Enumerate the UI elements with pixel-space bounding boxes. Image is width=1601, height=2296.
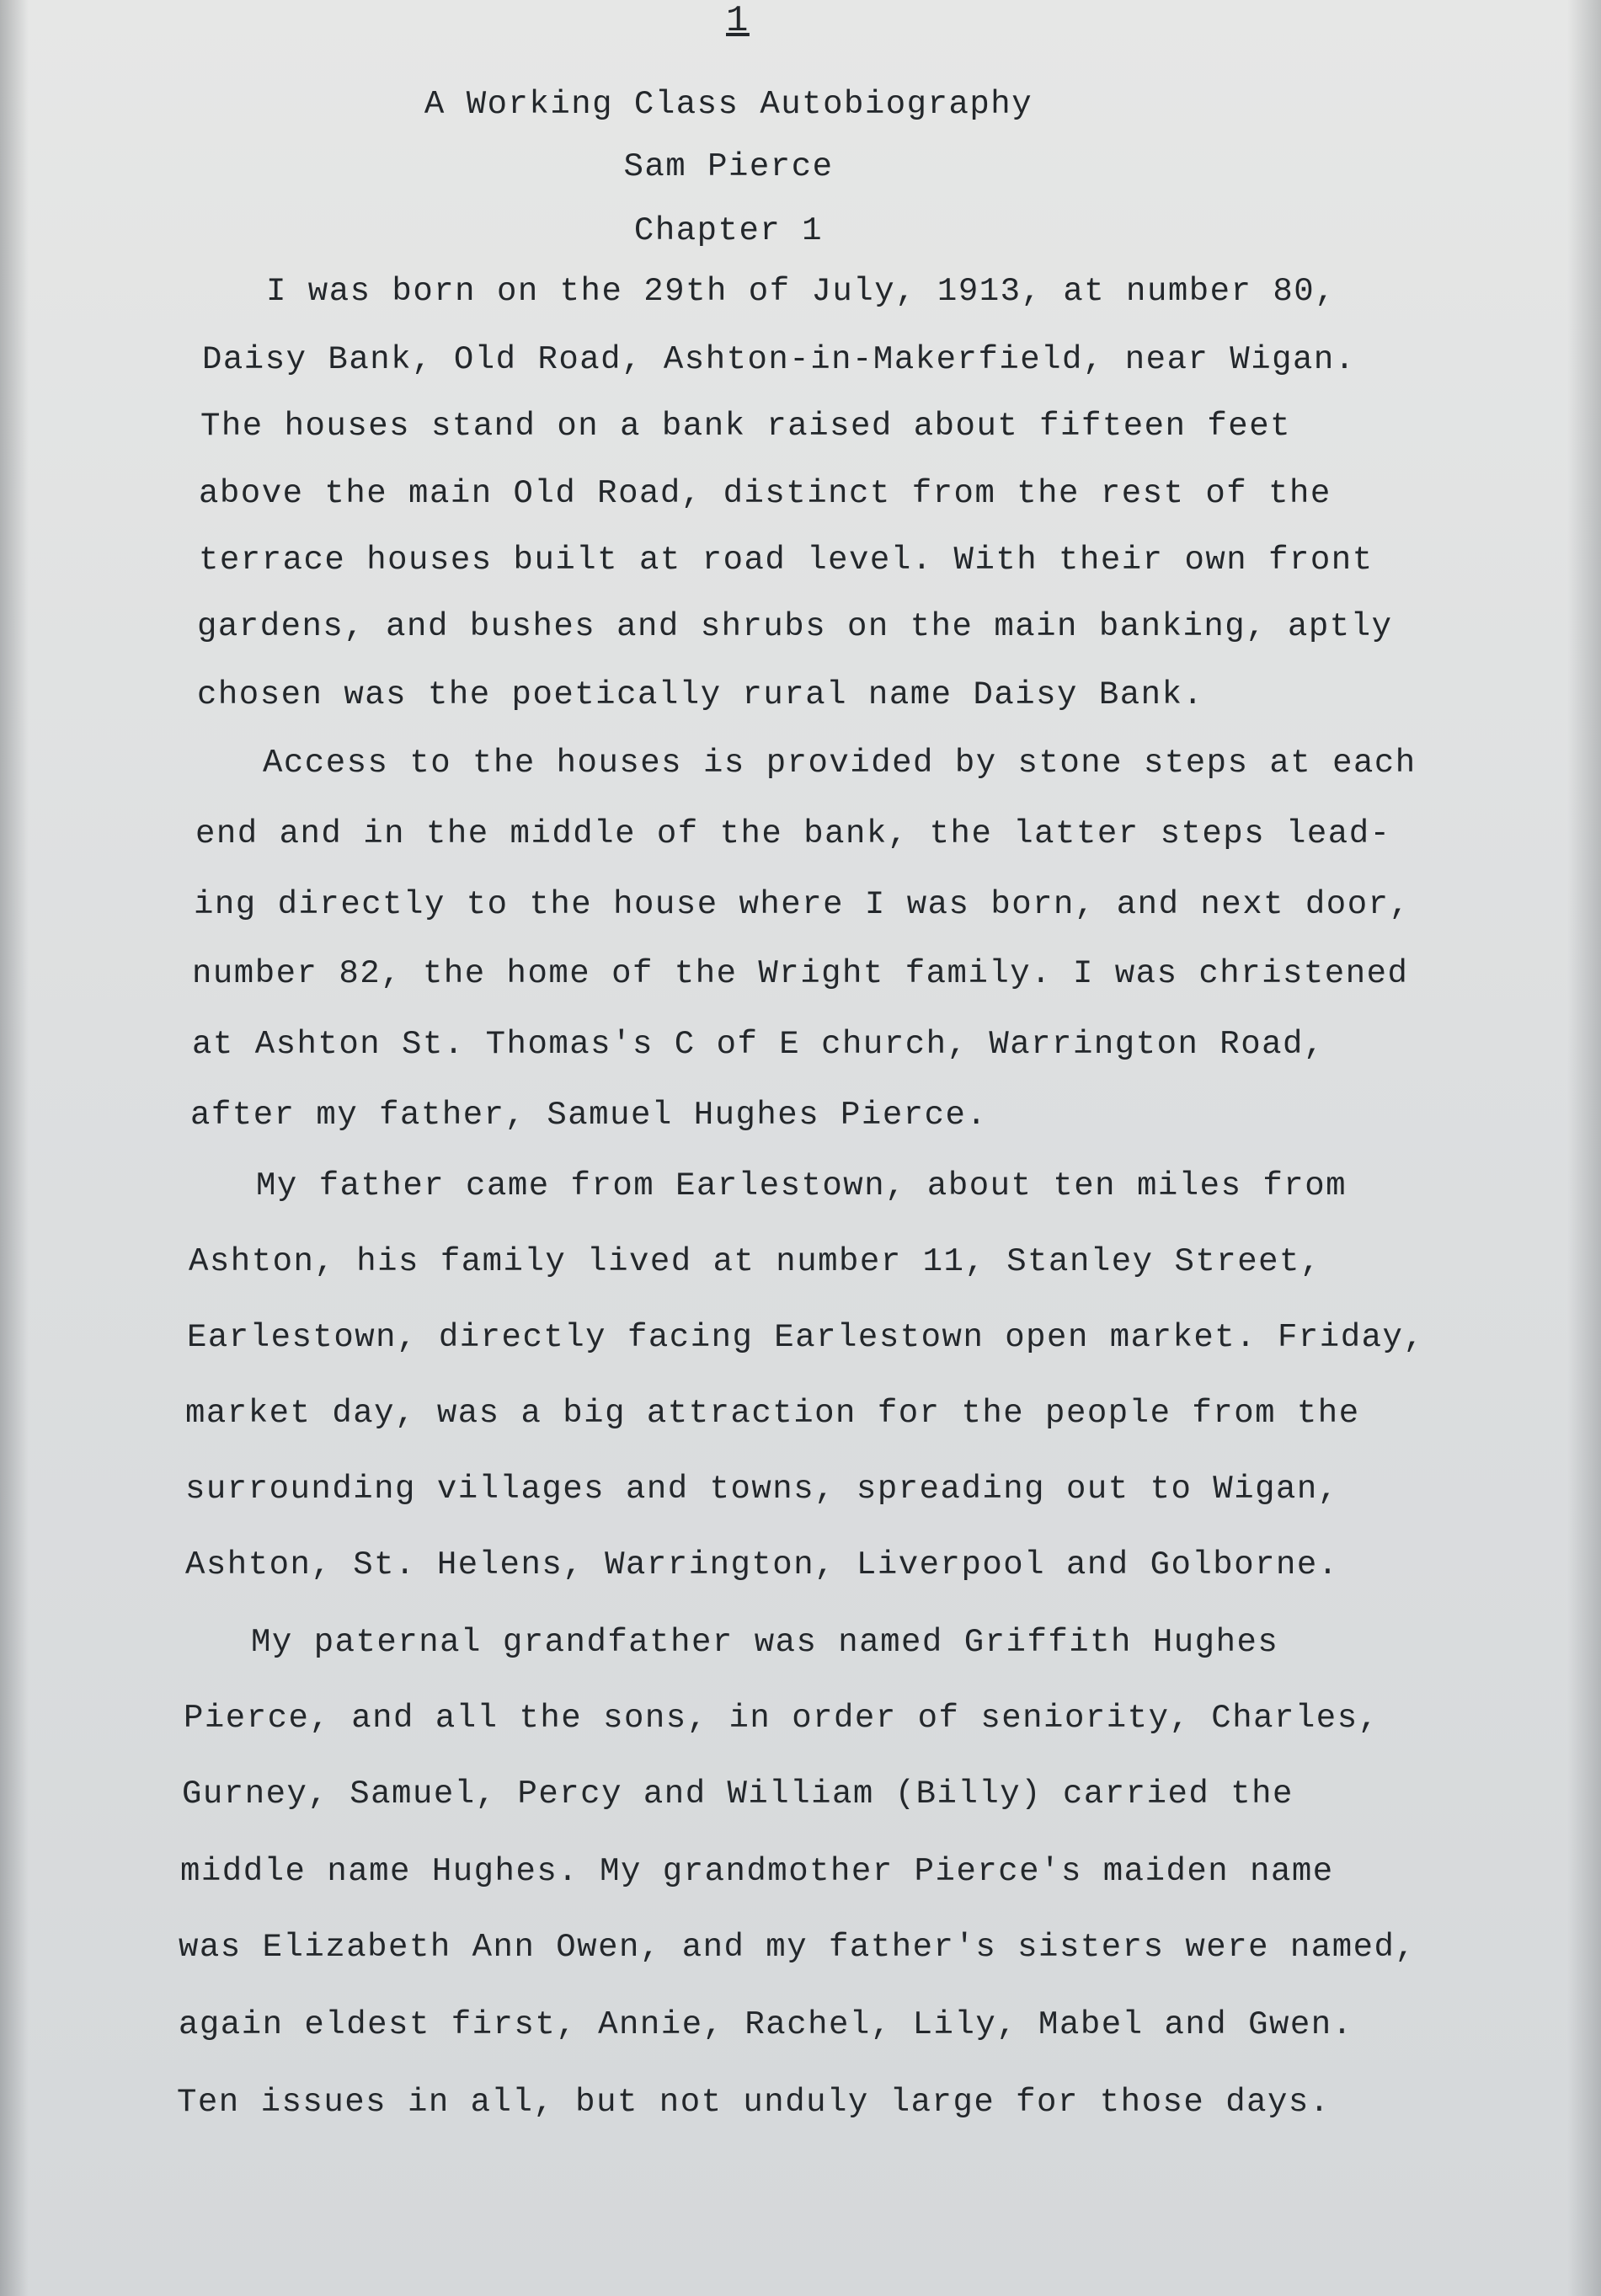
text-line: I was born on the 29th of July, 1913, at number 80, <box>266 273 1337 310</box>
text-line: was Elizabeth Ann Owen, and my father's sisters were named, <box>179 1929 1417 1966</box>
text-line: after my father, Samuel Hughes Pierce. <box>190 1097 988 1134</box>
text-line: My father came from Earlestown, about ten miles from <box>256 1167 1347 1204</box>
chapter-heading: Chapter 1 <box>633 212 824 249</box>
text-line: Gurney, Samuel, Percy and William (Billy) carried the <box>182 1775 1294 1813</box>
text-line: at Ashton St. Thomas's C of E church, Warrington Road, <box>192 1026 1325 1063</box>
text-line: Ten issues in all, but not unduly large for those days. <box>177 2084 1331 2121</box>
text-line: ing directly to the house where I was born, and next door, <box>194 886 1411 923</box>
text-line: Access to the houses is provided by stone steps at each <box>263 745 1417 782</box>
text-line: My paternal grandfather was named Griffith Hughes <box>251 1624 1279 1661</box>
text-line: middle name Hughes. My grandmother Pierce's maiden name <box>180 1853 1334 1890</box>
page-number: 1 <box>726 0 750 42</box>
text-line: market day, was a big attraction for the people from the <box>185 1395 1360 1432</box>
text-line: Ashton, St. Helens, Warrington, Liverpool and Golborne. <box>185 1546 1339 1583</box>
document-title: A Working Class Autobiography <box>424 86 1033 123</box>
text-line: end and in the middle of the bank, the latter steps lead- <box>195 815 1391 852</box>
text-line: surrounding villages and towns, spreading out to Wigan, <box>185 1471 1339 1508</box>
text-line: Ashton, his family lived at number 11, Stanley Street, <box>189 1243 1321 1280</box>
text-line: terrace houses built at road level. With their own front <box>199 542 1374 579</box>
text-line: Pierce, and all the sons, in order of seniority, Charles, <box>184 1700 1380 1737</box>
text-line: gardens, and bushes and shrubs on the main banking, aptly <box>197 608 1393 645</box>
text-line: The houses stand on a bank raised about fifteen feet <box>200 408 1291 445</box>
text-line: Daisy Bank, Old Road, Ashton-in-Makerfield, near Wigan. <box>202 341 1356 378</box>
text-line: above the main Old Road, distinct from the rest of the <box>199 475 1331 512</box>
text-line: chosen was the poetically rural name Daisy Bank. <box>197 676 1204 713</box>
author-name: Sam Pierce <box>623 148 834 185</box>
text-line: Earlestown, directly facing Earlestown open market. Friday, <box>187 1319 1425 1356</box>
text-line: again eldest first, Annie, Rachel, Lily, Mabel and Gwen. <box>179 2006 1353 2043</box>
text-line: number 82, the home of the Wright family. I was christened <box>192 955 1409 992</box>
